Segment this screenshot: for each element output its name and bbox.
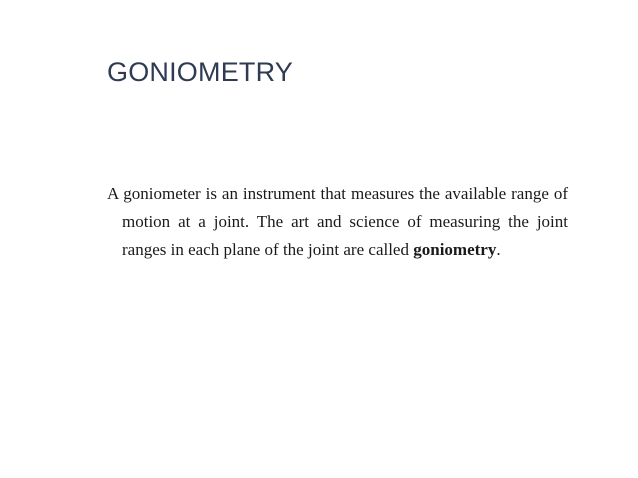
body-end-punctuation: . <box>496 240 501 259</box>
body-bold-term: goniometry <box>413 240 497 259</box>
slide-title: GONIOMETRY <box>107 57 294 87</box>
slide-body-paragraph <box>107 180 568 264</box>
body-text: A goniometer is an instrument that measures the available range of motion at a joint. The art and science of measuring the joint ranges in each plane of the joint are called <box>107 184 568 259</box>
